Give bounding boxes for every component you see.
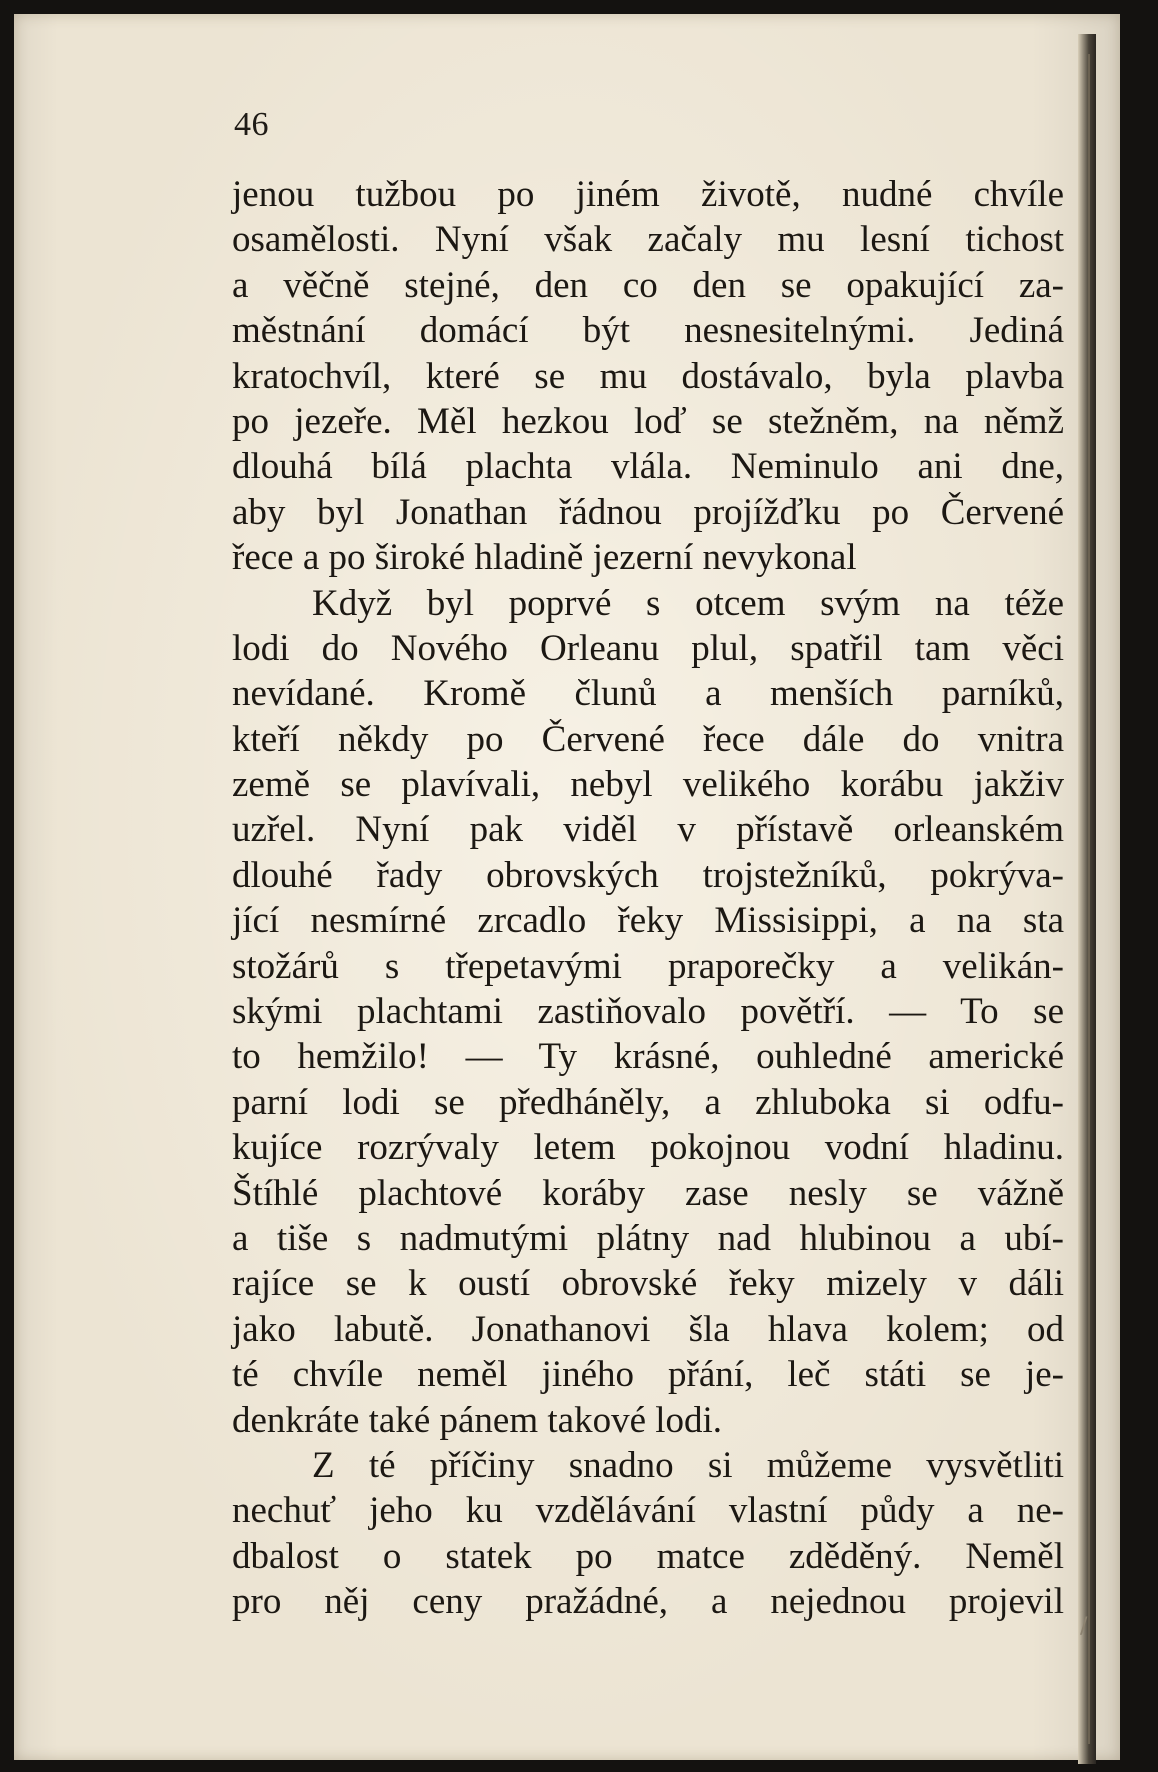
text-line: jící nesmírné zrcadlo řeky Missisippi, a na sta — [232, 900, 1064, 942]
text-line: a věčně stejné, den co den se opakující za- — [232, 264, 1064, 306]
text-line: kujíce rozrývaly letem pokojnou vodní hladinu. — [232, 1127, 1064, 1169]
text-line: to hemžilo! — Ty krásné, ouhledné americké — [232, 1036, 1064, 1078]
binding-gutter — [1078, 34, 1096, 1764]
text-line: aby byl Jonathan řádnou projížďku po Červené — [232, 491, 1064, 533]
text-line: pro něj ceny pražádné, a nejednou projevil — [232, 1581, 1064, 1623]
text-line: rajíce se k oustí obrovské řeky mizely v dáli — [232, 1263, 1064, 1305]
text-line: té chvíle neměl jiného přání, leč státi se je- — [232, 1354, 1064, 1396]
text-line: dlouhá bílá plachta vlála. Neminulo ani dne, — [232, 446, 1064, 488]
text-line: jenou tužbou po jiném životě, nudné chvíle — [232, 174, 1064, 215]
text-line: Štíhlé plachtové koráby zase nesly se vážně — [232, 1172, 1064, 1214]
book-page — [14, 14, 1120, 1760]
text-line: dbalost o statek po matce zděděný. Neměl — [232, 1535, 1064, 1577]
text-line: městnání domácí být nesnesitelnými. Jediná — [232, 310, 1064, 352]
text-line: lodi do Nového Orleanu plul, spatřil tam věci — [232, 627, 1064, 669]
text-line: kratochvíl, které se mu dostávalo, byla plavba — [232, 355, 1064, 397]
body-text — [232, 172, 1064, 1625]
margin-pencil-mark: / — [1080, 1614, 1088, 1639]
text-line: stožárů s třepetavými praporečky a velikán- — [232, 945, 1064, 987]
text-line: a tiše s nadmutými plátny nad hlubinou a ubí- — [232, 1217, 1064, 1259]
text-line: dlouhé řady obrovských trojstežníků, pokrýva- — [232, 854, 1064, 896]
text-line: osamělosti. Nyní však začaly mu lesní tichost — [232, 219, 1064, 261]
paragraph-start-line: Když byl poprvé s otcem svým na téže — [312, 582, 1064, 624]
text-line: kteří někdy po Červené řece dále do vnitra — [232, 718, 1064, 760]
text-line: skými plachtami zastiňovalo povětří. — To se — [232, 991, 1064, 1033]
text-line: nechuť jeho ku vzdělávání vlastní půdy a ne- — [232, 1490, 1064, 1532]
text-line: země se plavívali, nebyl velikého korábu jakživ — [232, 764, 1064, 806]
text-line: jako labutě. Jonathanovi šla hlava kolem; od — [232, 1308, 1064, 1350]
paragraph-end-line: denkráte také pánem takové lodi. — [232, 1399, 723, 1441]
text-line: parní lodi se předháněly, a zhluboka si odfu- — [232, 1081, 1064, 1123]
page-number: 46 — [234, 106, 269, 143]
text-line: uzřel. Nyní pak viděl v přístavě orleanském — [232, 809, 1064, 851]
text-line: nevídané. Kromě člunů a menších parníků, — [232, 673, 1064, 715]
binding-edge-line — [1088, 54, 1090, 1744]
text-line: po jezeře. Měl hezkou loď se stežněm, na němž — [232, 400, 1064, 442]
paragraph-end-line: řece a po široké hladině jezerní nevykonal — [232, 537, 857, 579]
paragraph-start-line: Z té příčiny snadno si můžeme vysvětliti — [312, 1444, 1064, 1486]
